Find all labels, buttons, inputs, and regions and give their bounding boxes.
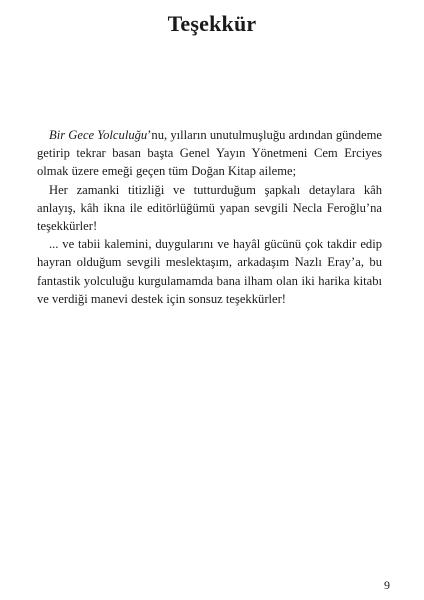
paragraph-1 — [37, 126, 382, 181]
page-title: Teşekkür — [167, 10, 257, 36]
acknowledgement-text — [37, 126, 382, 308]
book-title-italic: Bir Gece Yolculuğu — [49, 128, 148, 142]
paragraph-1-text: ’nu, yılların unutulmuşluğu ardından gündeme getirip tekrar basan başta Genel Yayın Yönetmeni Cem Erciyes olmak üzere emeği geçen tüm Doğan Kitap aileme; — [37, 128, 382, 179]
page-number: 9 — [384, 578, 390, 592]
paragraph-2: Her zamanki titizliği ve tutturduğum şapkalı detaylara kâh anlayış, kâh ikna ile editörlüğümü yapan sevgili Necla Feroğlu’na teşekkürler! — [37, 182, 382, 234]
paragraph-3: ... ve tabii kalemini, duygularını ve hayâl gücünü çok takdir edip hayran olduğum sevgili meslektaşım, arkadaşım Nazlı Eray’a, bu fantastik yolculuğu kurgulamamda bana ilham olan iki harika kitabı ve verdiği manevi destek için sonsuz teşekkürler! — [37, 237, 382, 306]
